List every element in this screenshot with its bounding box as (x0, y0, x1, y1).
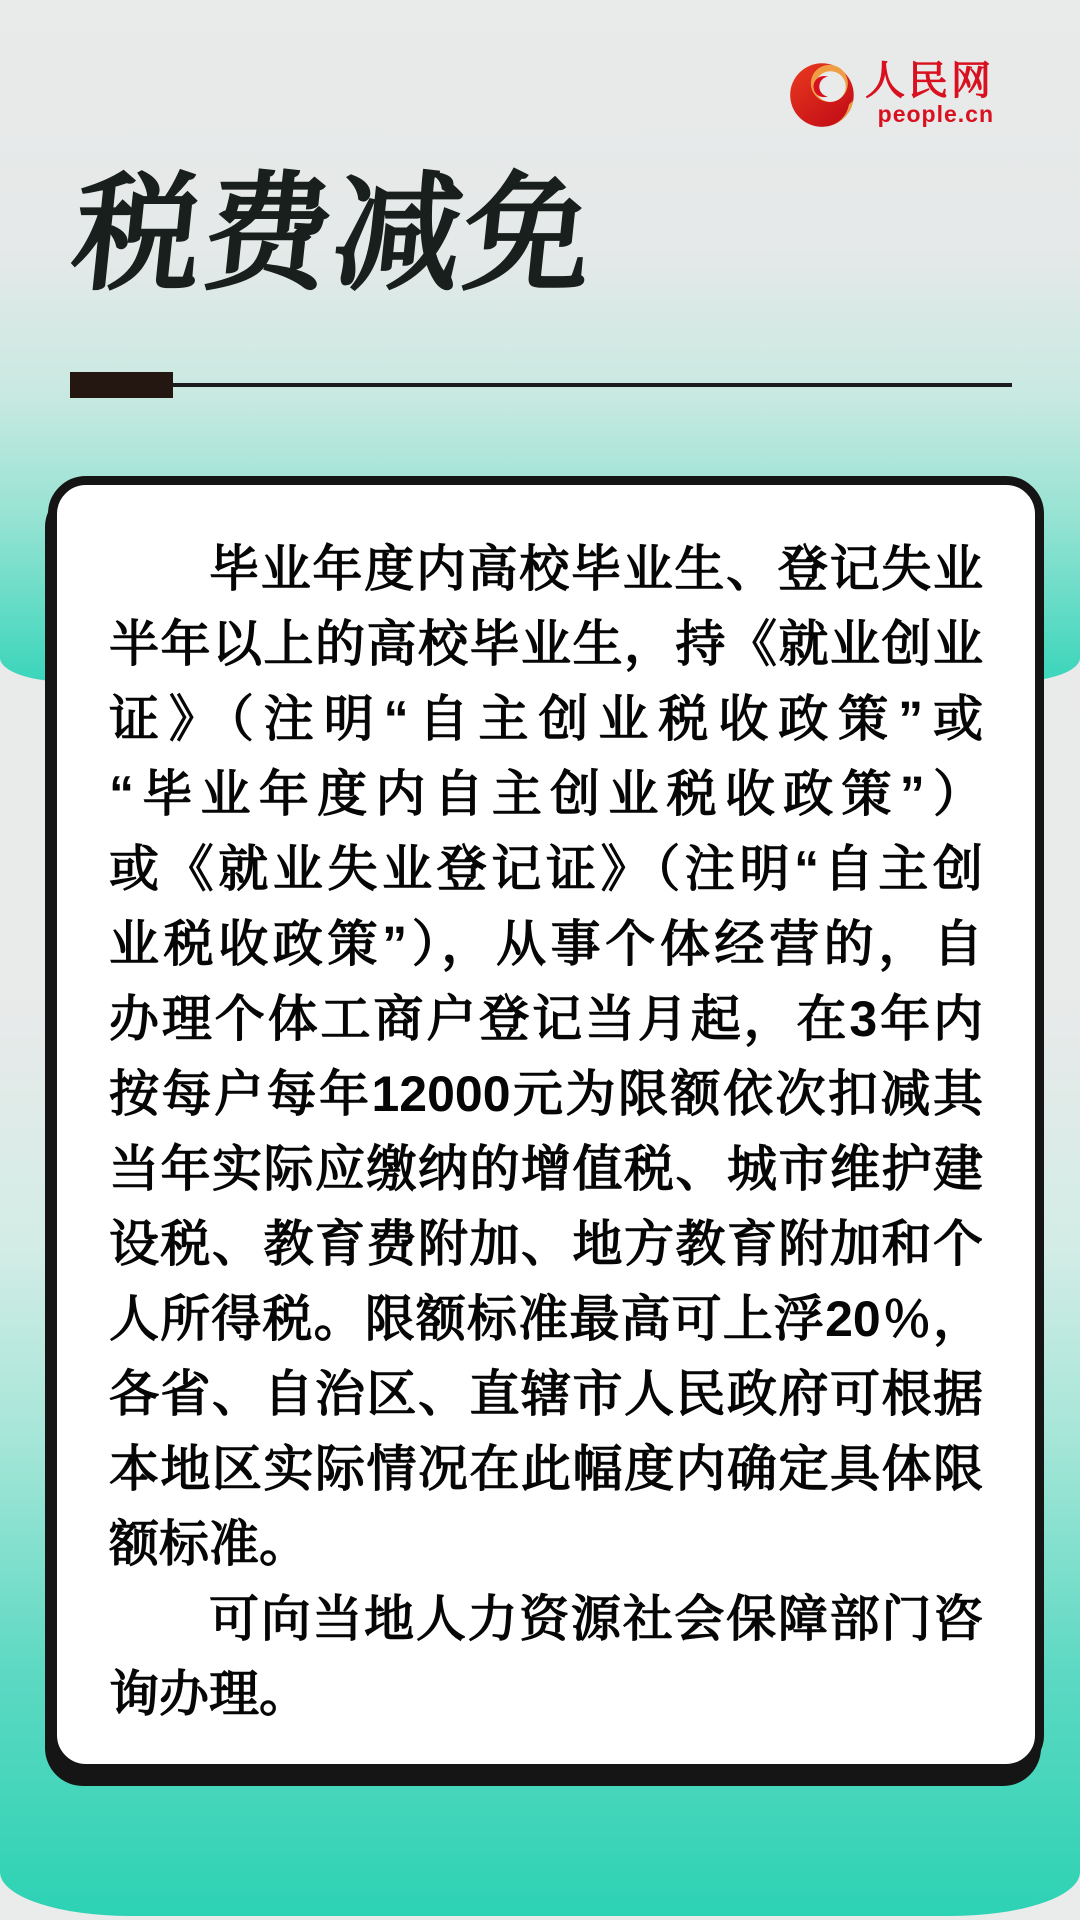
text-line: 按每户每年12000元为限额依次扣减其 (109, 1066, 983, 1122)
people-globe-icon (787, 58, 859, 130)
content-card (48, 476, 1044, 1773)
title-divider (70, 372, 1012, 398)
text-line: 设税、教育费附加、地方教育附加和个 (109, 1216, 983, 1272)
text-line: 询办理。 (109, 1666, 309, 1722)
brand-domain: people.cn (877, 101, 994, 127)
text-line: 办理个体工商户登记当月起，在3年内 (109, 991, 983, 1047)
text-line: 人所得税。限额标准最高可上浮20％， (109, 1291, 983, 1347)
brand-logo (787, 58, 994, 130)
text-line: 当年实际应缴纳的增值税、城市维护建 (109, 1141, 983, 1197)
divider-block (70, 372, 173, 398)
text-line: 额标准。 (109, 1516, 309, 1572)
brand-text (865, 60, 994, 128)
divider-line (173, 383, 1012, 387)
text-line: 可向当地人力资源社会保障部门咨 (209, 1591, 983, 1647)
text-line: 各省、自治区、直辖市人民政府可根据 (109, 1366, 983, 1422)
text-line: “毕业年度内自主创业税收政策”） (109, 766, 983, 822)
text-line: 或《就业失业登记证》（注明“自主创 (109, 841, 983, 897)
page-title: 税费减免 (66, 163, 602, 306)
text-line: 毕业年度内高校毕业生、登记失业 (209, 541, 983, 597)
text-line: 业税收政策”），从事个体经营的，自 (109, 916, 983, 972)
brand-name: 人民网 (865, 59, 994, 103)
text-line: 证》（注明“自主创业税收政策”或 (109, 691, 983, 747)
text-line: 本地区实际情况在此幅度内确定具体限 (109, 1441, 983, 1497)
policy-text (109, 532, 983, 1732)
text-line: 半年以上的高校毕业生，持《就业创业 (109, 616, 983, 672)
